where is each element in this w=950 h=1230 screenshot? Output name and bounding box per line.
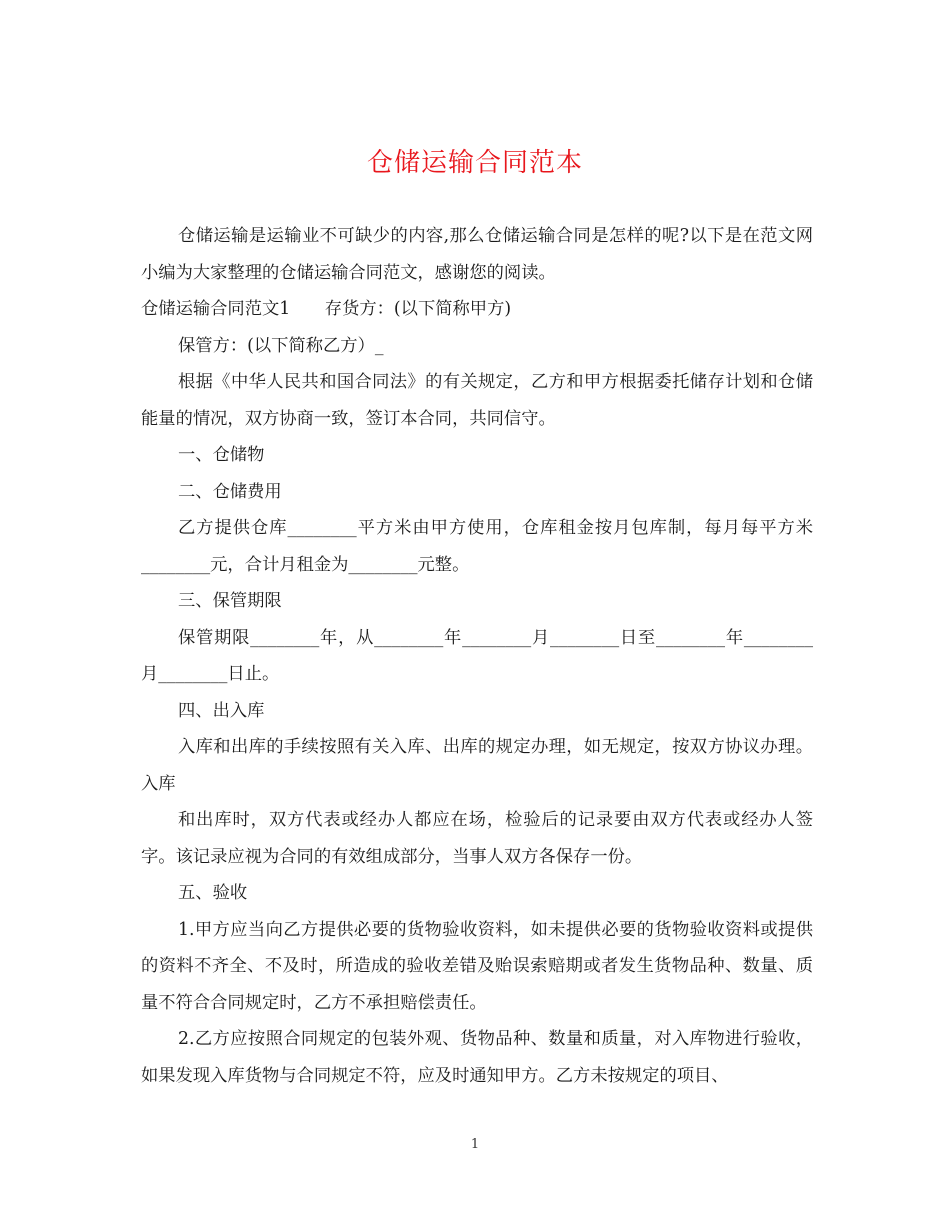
paragraph-fees: 乙方提供仓库________平方米由甲方使用，仓库租金按月包库制，每月每平方米________元，合计月租金为________元整。 — [141, 518, 813, 575]
section-heading-fees: 二、仓储费用 — [178, 481, 282, 502]
paragraph-inspection-1: 1.甲方应当向乙方提供必要的货物验收资料，如未提供必要的货物验收资料或提供的资料不齐全、不及时，所造成的验收差错及贻误索赔期或者发生货物品种、数量、质量不符合合同规定时，乙方不承担赔偿责任。 — [141, 919, 813, 1013]
paragraph-in-out-1: 入库和出库的手续按照有关入库、出库的规定办理，如无规定，按双方协议办理。入库 — [141, 737, 813, 794]
page-number: 1 — [470, 1137, 480, 1152]
paragraph-intro: 仓储运输是运输业不可缺少的内容,那么仓储运输合同是怎样的呢?以下是在范文网小编为大家整理的仓储运输合同范文，感谢您的阅读。 — [141, 226, 813, 283]
paragraph-preamble: 根据《中华人民共和国合同法》的有关规定，乙方和甲方根据委托储存计划和仓储能量的情况，双方协商一致，签订本合同，共同信守。 — [141, 372, 813, 429]
document-title: 仓储运输合同范本 — [366, 148, 583, 178]
paragraph-in-out-2: 和出库时，双方代表或经办人都应在场，检验后的记录要由双方代表或经办人签字。该记录应视为合同的有效组成部分，当事人双方各保存一份。 — [141, 810, 813, 867]
paragraph-inspection-2: 2.乙方应按照合同规定的包装外观、货物品种、数量和质量，对入库物进行验收，如果发现入库货物与合同规定不符，应及时通知甲方。乙方未按规定的项目、 — [141, 1029, 813, 1086]
paragraph-term: 保管期限________年，从________年________月________日至________年________月________日止。 — [141, 627, 813, 684]
section-heading-goods: 一、仓储物 — [178, 445, 265, 465]
paragraph-custodian: 保管方：(以下简称乙方）_ — [178, 335, 384, 356]
section-heading-inspection: 五、验收 — [178, 883, 248, 903]
paragraph-depositor: 仓储运输合同范文1 存货方：(以下简称甲方) — [141, 299, 512, 319]
section-heading-in-out: 四、出入库 — [178, 700, 265, 721]
section-heading-term: 三、保管期限 — [178, 591, 282, 611]
document-body — [141, 218, 813, 1094]
